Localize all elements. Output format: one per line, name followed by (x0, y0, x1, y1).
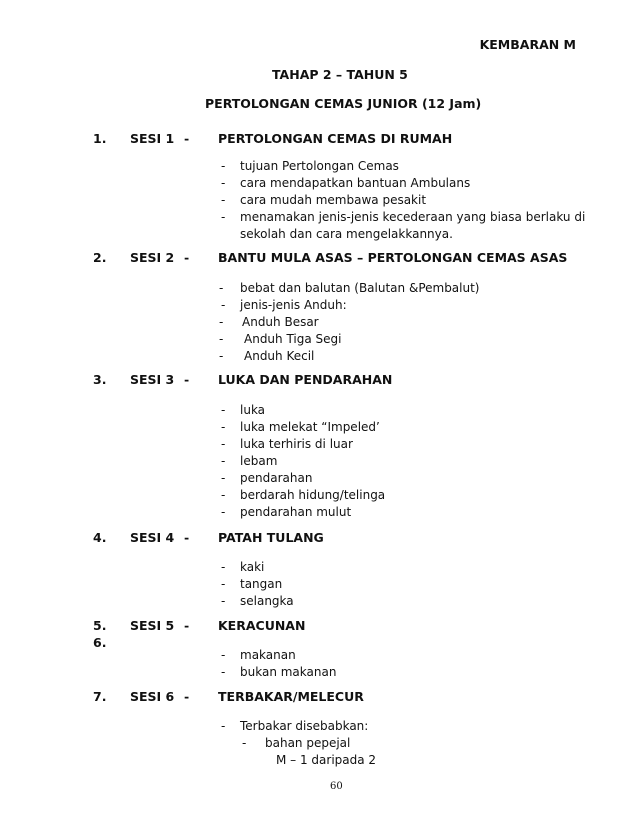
list-item: tangan (240, 577, 283, 591)
list-item: Anduh Besar (242, 315, 319, 329)
session-number: 1. (93, 131, 107, 146)
list-item: sekolah dan cara mengelakkannya. (240, 227, 453, 241)
session-label: SESI 4 (130, 530, 175, 545)
session-label: SESI 1 (130, 131, 175, 146)
session-dash: - (184, 689, 190, 704)
document-title: PERTOLONGAN CEMAS JUNIOR (12 Jam) (205, 96, 482, 111)
list-item: luka terhiris di luar (240, 437, 353, 451)
list-item-dash: - (221, 159, 226, 173)
list-item-dash: - (221, 193, 226, 207)
list-item-dash: - (221, 665, 226, 679)
list-item-dash: - (221, 210, 226, 224)
list-item: menamakan jenis-jenis kecederaan yang biasa berlaku di (240, 210, 586, 224)
list-item: pendarahan mulut (240, 505, 352, 519)
session-label: SESI 3 (130, 372, 175, 387)
session-title: KERACUNAN (218, 618, 306, 633)
appendix-label: KEMBARAN M (479, 37, 576, 52)
list-item: tujuan Pertolongan Cemas (240, 159, 399, 173)
list-item-dash: - (219, 281, 224, 295)
session-label: SESI 2 (130, 250, 175, 265)
session-label: SESI 6 (130, 689, 175, 704)
list-item-dash: - (221, 454, 226, 468)
list-item-dash: - (221, 560, 226, 574)
session-number-extra: 6. (93, 635, 107, 650)
session-dash: - (184, 131, 190, 146)
list-item-dash: - (221, 298, 226, 312)
session-label: SESI 5 (130, 618, 175, 633)
list-item: cara mudah membawa pesakit (240, 193, 427, 207)
list-item: Terbakar disebabkan: (240, 719, 369, 733)
list-item-dash: - (221, 437, 226, 451)
session-title: BANTU MULA ASAS – PERTOLONGAN CEMAS ASAS (218, 250, 568, 265)
session-title: PERTOLONGAN CEMAS DI RUMAH (218, 131, 453, 146)
list-item: pendarahan (240, 471, 313, 485)
session-number: 4. (93, 530, 107, 545)
list-item: berdarah hidung/telinga (240, 488, 386, 502)
list-item-dash: - (221, 577, 226, 591)
list-item-dash: - (221, 471, 226, 485)
list-item-dash: - (219, 349, 224, 363)
session-title: LUKA DAN PENDARAHAN (218, 372, 393, 387)
list-item-dash: - (219, 315, 224, 329)
list-item-dash: - (221, 648, 226, 662)
session-number: 5. (93, 618, 107, 633)
level-year-heading: TAHAP 2 – TAHUN 5 (272, 67, 408, 82)
list-item: selangka (240, 594, 294, 608)
session-number: 2. (93, 250, 107, 265)
list-item-dash: - (221, 403, 226, 417)
session-dash: - (184, 618, 190, 633)
list-item-dash: - (221, 488, 226, 502)
list-item: Anduh Kecil (244, 349, 315, 363)
list-item-dash: - (221, 176, 226, 190)
list-item: luka (240, 403, 266, 417)
list-item-dash: - (219, 332, 224, 346)
list-item-dash: - (221, 719, 226, 733)
session-title: PATAH TULANG (218, 530, 324, 545)
list-item-dash: - (221, 594, 226, 608)
list-item: bahan pepejal (265, 736, 351, 750)
session-dash: - (184, 250, 190, 265)
list-item: bukan makanan (240, 665, 337, 679)
list-item: makanan (240, 648, 296, 662)
list-item-dash: - (221, 505, 226, 519)
list-item: cara mendapatkan bantuan Ambulans (240, 176, 471, 190)
list-item: bebat dan balutan (Balutan &Pembalut) (240, 281, 480, 295)
list-item: luka melekat “Impeled’ (240, 420, 380, 434)
list-item-dash: - (221, 420, 226, 434)
list-item: lebam (240, 454, 278, 468)
session-number: 7. (93, 689, 107, 704)
session-title: TERBAKAR/MELECUR (218, 689, 364, 704)
session-dash: - (184, 530, 190, 545)
list-item: jenis-jenis Anduh: (240, 298, 347, 312)
session-dash: - (184, 372, 190, 387)
list-item: kaki (240, 560, 265, 574)
page-reference: M – 1 daripada 2 (276, 753, 377, 767)
session-number: 3. (93, 372, 107, 387)
list-item: Anduh Tiga Segi (244, 332, 342, 346)
page-number: 60 (330, 781, 343, 792)
list-item-dash: - (242, 736, 247, 750)
